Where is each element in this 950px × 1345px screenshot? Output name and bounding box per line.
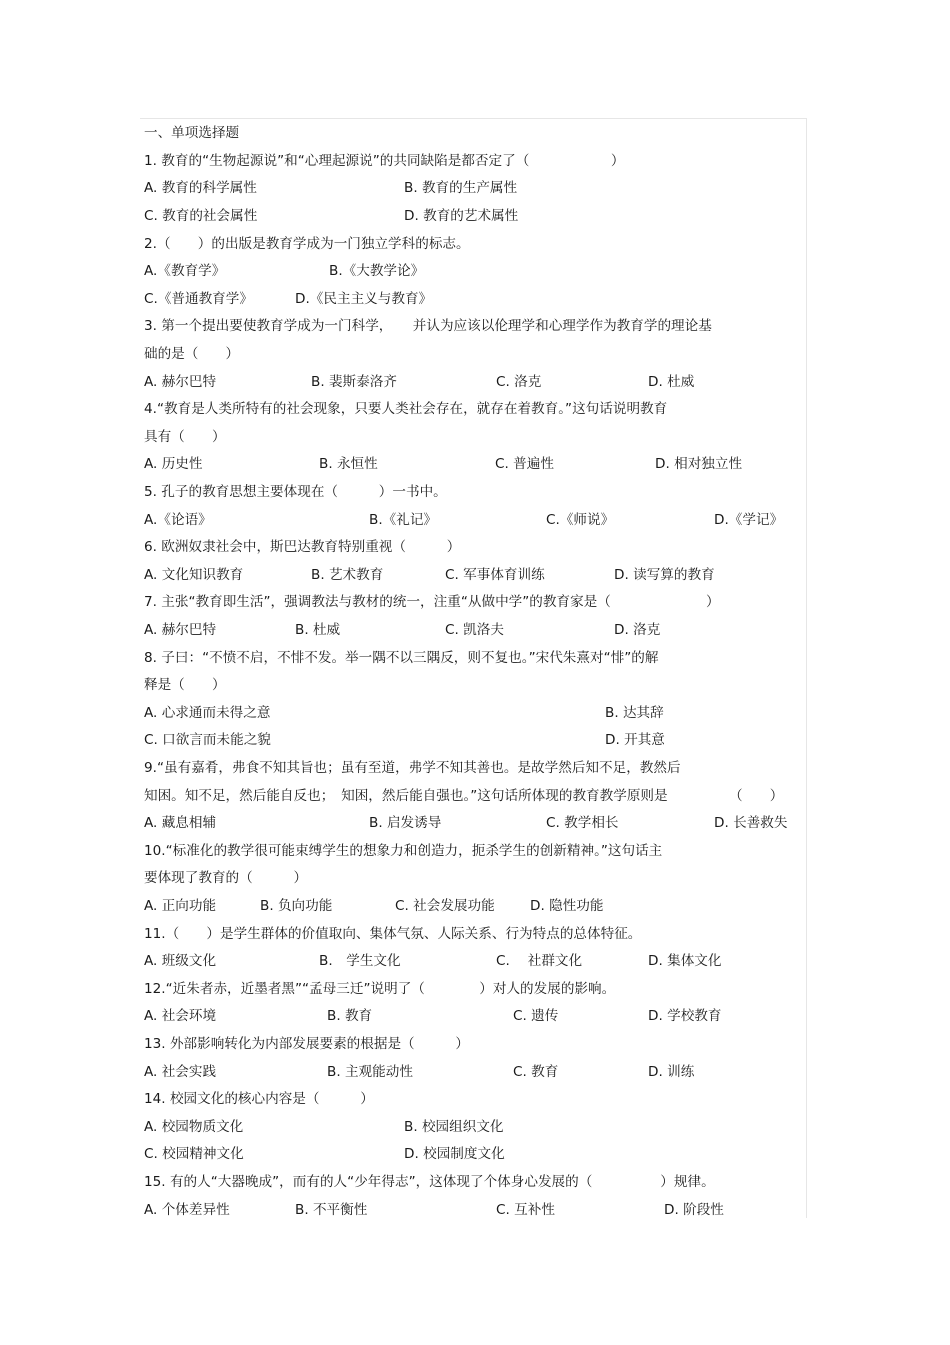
line-text: 3. 第一个提出要使教育学成为一门科学， 并认为应该以伦理学和心理学作为教育学的理论基 <box>144 318 712 335</box>
text-line <box>144 645 806 672</box>
text-line <box>144 424 806 451</box>
line-text: 11.（ ）是学生群体的价值取向、集体气氛、人际关系、行为特点的总体特征。 <box>144 925 642 942</box>
option-text: D. 阶段性 <box>664 1201 724 1218</box>
option-text: A. 正向功能 <box>144 898 217 914</box>
option-text: A. 文化知识教育 <box>144 566 244 583</box>
line-text: （ ） <box>729 787 784 804</box>
option-text: A.《教育学》 <box>144 263 226 280</box>
option-text: B. 裴斯泰洛齐 <box>311 373 397 390</box>
text-line <box>144 589 806 616</box>
text-line <box>144 313 806 340</box>
option-text: D. 校园制度文化 <box>404 1146 505 1163</box>
text-line <box>144 534 806 561</box>
option-text: A. 班级文化 <box>144 953 217 970</box>
text-line <box>144 921 806 948</box>
option-text: C. 口欲言而未能之貌 <box>144 732 271 749</box>
option-text: D. 开其意 <box>605 732 665 749</box>
text-line <box>144 286 806 313</box>
option-text: A. 赫尔巴特 <box>144 622 217 638</box>
option-text: C. 教育 <box>513 1063 559 1080</box>
option-text: D. 相对独立性 <box>655 456 743 473</box>
text-line <box>144 507 806 534</box>
line-text: 6. 欧洲奴隶社会中，斯巴达教育特别重视（ ） <box>144 539 461 556</box>
line-text: 具有（ ） <box>144 428 226 445</box>
text-line <box>144 617 806 644</box>
text-line <box>144 783 806 810</box>
line-text: 8. 子曰：“不愤不启，不悱不发。举一隅不以三隅反，则不复也。”宋代朱熹对“悱”的解 <box>144 649 659 666</box>
option-text: C. 普遍性 <box>495 456 554 473</box>
text-line <box>144 396 806 423</box>
option-text: C. 凯洛夫 <box>445 622 504 638</box>
text-line <box>144 369 806 396</box>
option-text: B. 教育 <box>327 1008 373 1025</box>
option-text: D.《学记》 <box>714 511 784 528</box>
option-text: C.《普通教育学》 <box>144 290 253 307</box>
option-text: B. 教育的生产属性 <box>404 180 518 197</box>
text-line <box>144 865 806 892</box>
option-text: D. 学校教育 <box>648 1008 722 1025</box>
option-text: B. 达其辞 <box>605 704 664 721</box>
text-line <box>144 341 806 368</box>
option-text: B.《大教学论》 <box>329 263 425 280</box>
option-text: D. 隐性功能 <box>530 898 604 914</box>
text-line <box>144 1003 806 1030</box>
option-text: A.《论语》 <box>144 511 212 528</box>
text-line <box>144 175 806 202</box>
text-line <box>144 562 806 589</box>
text-line <box>144 203 806 230</box>
option-text: B. 校园组织文化 <box>404 1118 504 1135</box>
option-text: B. 启发诱导 <box>369 815 442 832</box>
line-text: 13. 外部影响转化为内部发展要素的根据是（ ） <box>144 1036 470 1052</box>
option-text: B. 主观能动性 <box>327 1063 413 1080</box>
line-text: 9.“虽有嘉肴，弗食不知其旨也；虽有至道，弗学不知其善也。是故学然后知不足，教然后 <box>144 760 681 776</box>
option-text: A. 历史性 <box>144 456 203 473</box>
option-text: B. 杜威 <box>295 622 341 638</box>
line-text: 要体现了教育的（ ） <box>144 870 308 887</box>
option-text: B.《礼记》 <box>369 511 438 528</box>
line-text: 7. 主张“教育即生活”，强调教法与教材的统一，注重“从做中学”的教育家是（ ） <box>144 594 720 611</box>
line-text: 12.“近朱者赤，近墨者黑”“孟母三迁”说明了（ ）对人的发展的影响。 <box>144 980 616 997</box>
text-line <box>144 231 806 258</box>
option-text: A. 个体差异性 <box>144 1201 230 1218</box>
line-text: 14. 校园文化的核心内容是（ ） <box>144 1091 374 1108</box>
option-text: D. 集体文化 <box>648 953 722 970</box>
text-line <box>144 258 806 285</box>
line-text: 释是（ ） <box>144 677 226 694</box>
option-text: D.《民主主义与教育》 <box>295 290 433 307</box>
option-text: A. 社会实践 <box>144 1063 217 1080</box>
option-text: C. 教育的社会属性 <box>144 208 258 224</box>
text-line <box>144 1059 806 1086</box>
option-text: C. 军事体育训练 <box>445 566 545 583</box>
option-text: B. 学生文化 <box>319 953 401 970</box>
line-text: 础的是（ ） <box>144 346 240 362</box>
section-title: 一、单项选择题 <box>144 125 240 141</box>
option-text: C. 遗传 <box>513 1008 559 1025</box>
text-line <box>144 1114 806 1141</box>
option-text: A. 教育的科学属性 <box>144 180 257 197</box>
text-line <box>144 148 806 175</box>
line-text: 知困。知不足，然后能自反也； 知困，然后能自强也。”这句话所体现的教育教学原则是 <box>144 787 668 804</box>
text-line <box>144 810 806 837</box>
option-text: C. 社会发展功能 <box>395 898 495 914</box>
option-text: C. 教学相长 <box>546 815 619 832</box>
option-text: B. 负向功能 <box>260 898 333 914</box>
text-line <box>144 672 806 699</box>
option-text: D. 洛克 <box>614 622 661 638</box>
option-text: A. 赫尔巴特 <box>144 373 217 390</box>
line-text: 4.“教育是人类所特有的社会现象，只要人类社会存在，就存在着教育。”这句话说明教育 <box>144 401 668 418</box>
option-text: B. 不平衡性 <box>295 1201 368 1218</box>
option-text: A. 藏息相辅 <box>144 815 217 832</box>
line-text: 5. 孔子的教育思想主要体现在（ ）一书中。 <box>144 484 447 500</box>
option-text: C.《师说》 <box>546 511 615 528</box>
text-line <box>144 948 806 975</box>
text-line <box>144 479 806 506</box>
option-text: B. 永恒性 <box>319 456 378 473</box>
line-text: 2.（ ）的出版是教育学成为一门独立学科的标志。 <box>144 235 470 252</box>
option-text: A. 校园物质文化 <box>144 1118 244 1135</box>
option-text: D. 教育的艺术属性 <box>404 208 519 224</box>
text-line <box>144 893 806 920</box>
text-line <box>144 451 806 478</box>
option-text: D. 读写算的教育 <box>614 566 715 583</box>
text-line <box>144 838 806 865</box>
option-text: D. 训练 <box>648 1063 695 1080</box>
text-line <box>144 976 806 1003</box>
line-text: 15. 有的人“大器晚成”，而有的人“少年得志”，这体现了个体身心发展的（ ）规律。 <box>144 1174 715 1190</box>
text-line <box>144 1141 806 1168</box>
option-text: A. 社会环境 <box>144 1008 217 1025</box>
text-line <box>144 700 806 727</box>
option-text: C. 洛克 <box>496 373 542 390</box>
option-text: D. 杜威 <box>648 373 695 390</box>
option-text: C. 互补性 <box>496 1201 555 1218</box>
option-text: C. 校园精神文化 <box>144 1146 244 1163</box>
text-line <box>144 755 806 782</box>
option-text: D. 长善救失 <box>714 815 788 832</box>
option-text: C. 社群文化 <box>496 953 583 970</box>
document-page <box>140 118 807 1218</box>
text-line <box>144 1086 806 1113</box>
line-text: 10.“标准化的教学很可能束缚学生的想象力和创造力，扼杀学生的创新精神。”这句话主 <box>144 842 663 859</box>
line-text: 1. 教育的“生物起源说”和“心理起源说”的共同缺陷是都否定了（ ） <box>144 152 625 169</box>
text-line <box>144 1169 806 1196</box>
text-line <box>144 1197 806 1224</box>
text-line <box>144 727 806 754</box>
text-line <box>144 1031 806 1058</box>
option-text: B. 艺术教育 <box>311 566 384 583</box>
option-text: A. 心求通而未得之意 <box>144 704 271 721</box>
